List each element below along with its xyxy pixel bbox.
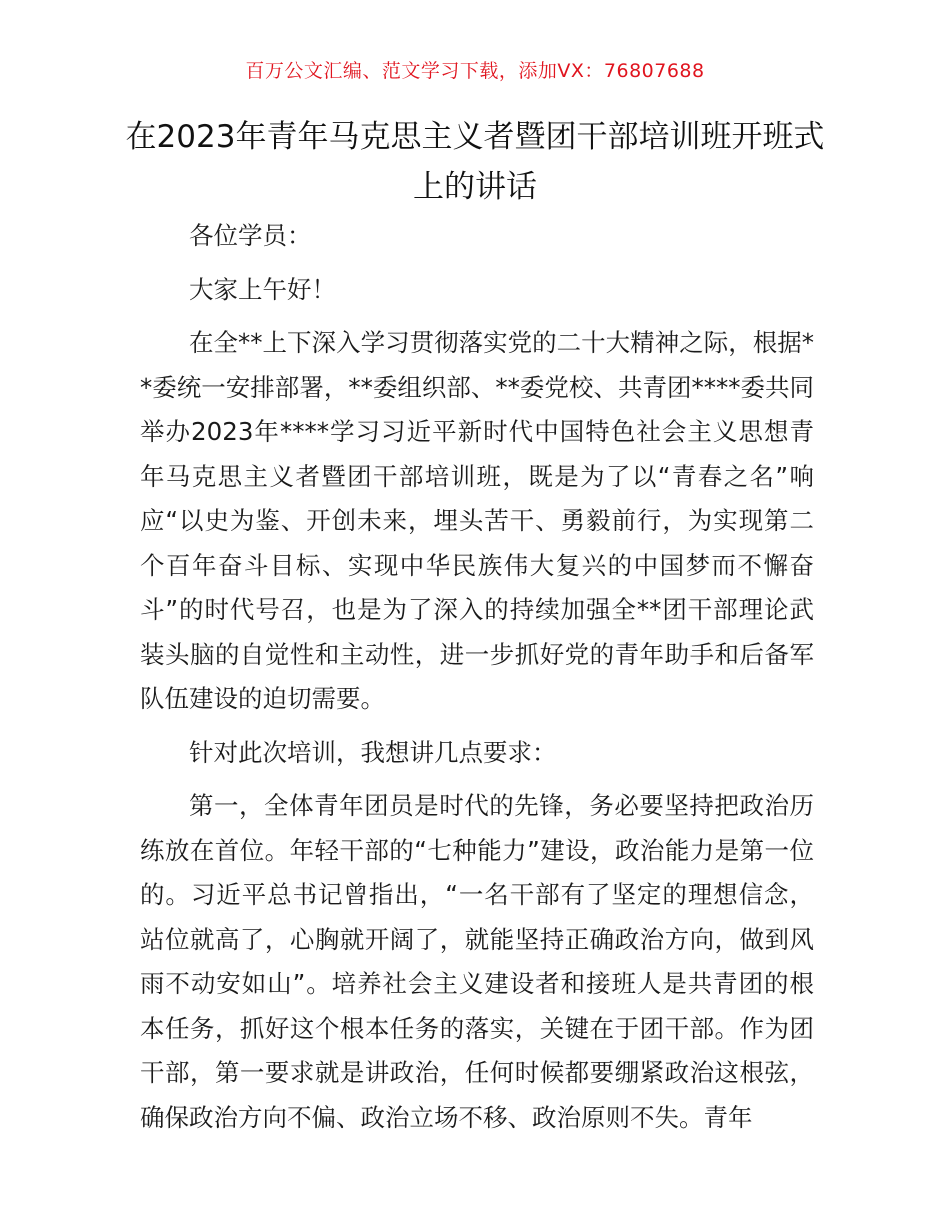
paragraph-requirements-lead: 针对此次培训，我想讲几点要求： — [189, 737, 557, 767]
document-body — [140, 214, 814, 1140]
greeting: 大家上午好！ — [189, 274, 336, 304]
document-title: 在2023年青年马克思主义者暨团干部培训班开班式上的讲话 — [125, 119, 825, 205]
salutation: 各位学员： — [189, 221, 312, 250]
header-banner: 百万公文汇编、范文学习下载，添加VX：76807688 — [245, 60, 705, 82]
paragraph-intro: 在全**上下深入学习贯彻落实党的二十大精神之际，根据**委统一安排部署，**委组织部、**委党校、共青团****委共同举办2023年****学习习近平新时代中国特色社会主义思想青年马克思主义者暨团干部培训班，既是为了以“青春之名”响应“以史为鉴、开创未来，埋头苦干、勇毅前行，为实现第二个百年奋斗目标、实现中华民族伟大复兴的中国梦而不懈奋斗”的时代号召，也是为了深入的持续加强全**团干部理论武装头脑的自觉性和主动性，进一步抓好党的青年助手和后备军队伍建设的迫切需要。 — [140, 328, 814, 713]
paragraph-first-point: 第一，全体青年团员是时代的先锋，务必要坚持把政治历练放在首位。年轻干部的“七种能力”建设，政治能力是第一位的。习近平总书记曾指出，“一名干部有了坚定的理想信念，站位就高了，心胸就开阔了，就能坚持正确政治方向，做到风雨不动安如山”。培养社会主义建设者和接班人是共青团的根本任务，抓好这个根本任务的落实，关键在于团干部。作为团干部，第一要求就是讲政治，任何时候都要绷紧政治这根弦，确保政治方向不偏、政治立场不移、政治原则不失。青年 — [140, 791, 814, 1132]
